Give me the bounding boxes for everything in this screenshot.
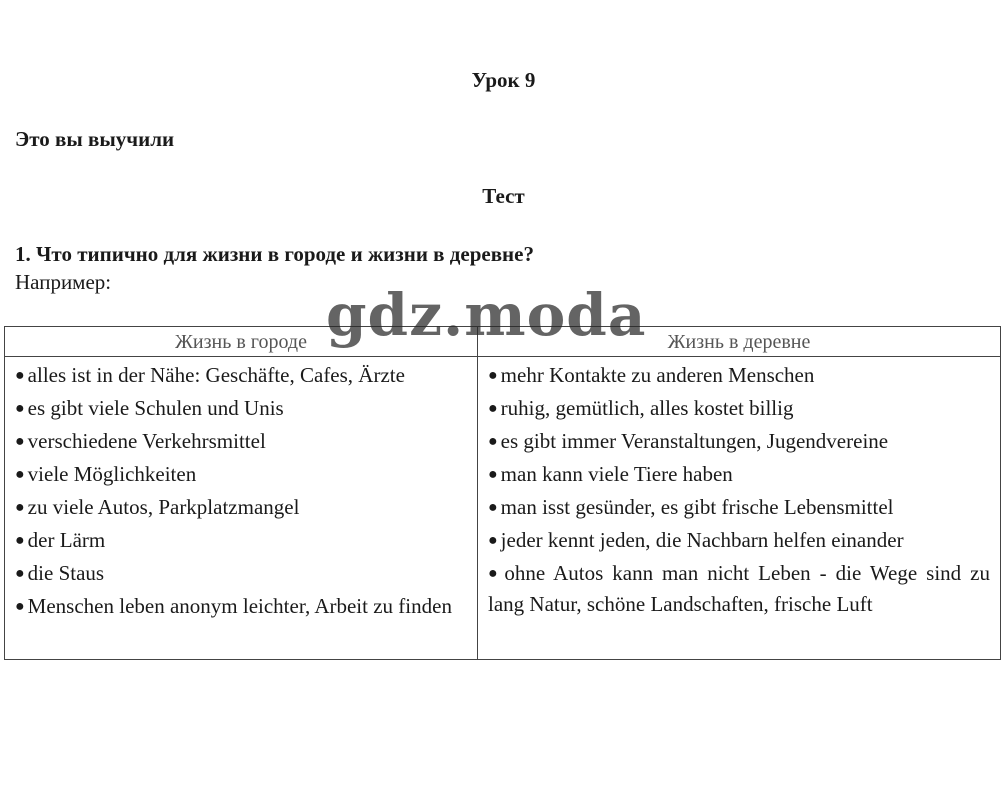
bullet-icon: ● [488,466,498,483]
village-list [488,361,990,619]
list-item-text: zu viele Autos, Parkplatzmangel [27,495,300,519]
city-column-header: Жизнь в городе [5,327,478,357]
bullet-icon: ● [15,367,25,384]
task-question: 1. Что типично для жизни в городе и жизни в деревне? [15,242,534,266]
bullet-icon: ● [15,532,25,549]
list-item [15,559,467,590]
village-column-header: Жизнь в деревне [478,327,1000,357]
list-item-text: es gibt immer Veranstaltungen, Jugendvereine [500,429,889,453]
city-list [15,361,467,623]
bullet-icon: ● [488,565,502,582]
list-item [15,493,467,524]
list-item [15,460,467,491]
list-item-text: jeder kennt jeden, die Nachbarn helfen einander [500,528,904,552]
bullet-icon: ● [488,367,498,384]
bullet-icon: ● [15,565,25,582]
list-item-text: ohne Autos kann man nicht Leben - die Wege sind zu lang Natur, schöne Landschaften, frische Luft [488,561,990,616]
list-item [488,526,990,557]
watermark-logo: gdz.moda [326,281,647,349]
comparison-table [4,326,1001,660]
list-item-text: der Lärm [27,528,106,552]
bullet-icon: ● [488,499,498,516]
list-item [488,427,990,458]
list-item-text: ruhig, gemütlich, alles kostet billig [500,396,794,420]
list-item [15,427,467,458]
list-item-text: alles ist in der Nähe: Geschäfte, Cafes, Ärzte [27,363,405,387]
list-item [488,493,990,524]
section-heading: Это вы выучили [15,127,175,151]
list-item-text: verschiedene Verkehrsmittel [27,429,266,453]
list-item [488,394,990,425]
test-title: Тест [482,184,525,208]
list-item [488,460,990,491]
bullet-icon: ● [488,400,498,417]
task-example-label: Например: [15,270,112,294]
list-item [488,361,990,392]
list-item-text: mehr Kontakte zu anderen Menschen [500,363,815,387]
bullet-icon: ● [488,532,498,549]
list-item [15,526,467,557]
list-item [15,592,467,623]
village-column [478,357,1000,659]
bullet-icon: ● [15,499,25,516]
city-column [5,357,478,659]
list-item-text: Menschen leben anonym leichter, Arbeit zu finden [27,594,452,618]
list-item-text: es gibt viele Schulen und Unis [27,396,284,420]
list-item-text: man kann viele Tiere haben [500,462,733,486]
list-item-text: man isst gesünder, es gibt frische Lebensmittel [500,495,894,519]
bullet-icon: ● [15,598,25,615]
list-item-text: viele Möglichkeiten [27,462,197,486]
bullet-icon: ● [15,466,25,483]
bullet-icon: ● [15,433,25,450]
list-item [15,361,467,392]
list-item [15,394,467,425]
lesson-title: Урок 9 [471,68,536,92]
bullet-icon: ● [15,400,25,417]
bullet-icon: ● [488,433,498,450]
list-item [488,559,990,619]
list-item-text: die Staus [27,561,105,585]
